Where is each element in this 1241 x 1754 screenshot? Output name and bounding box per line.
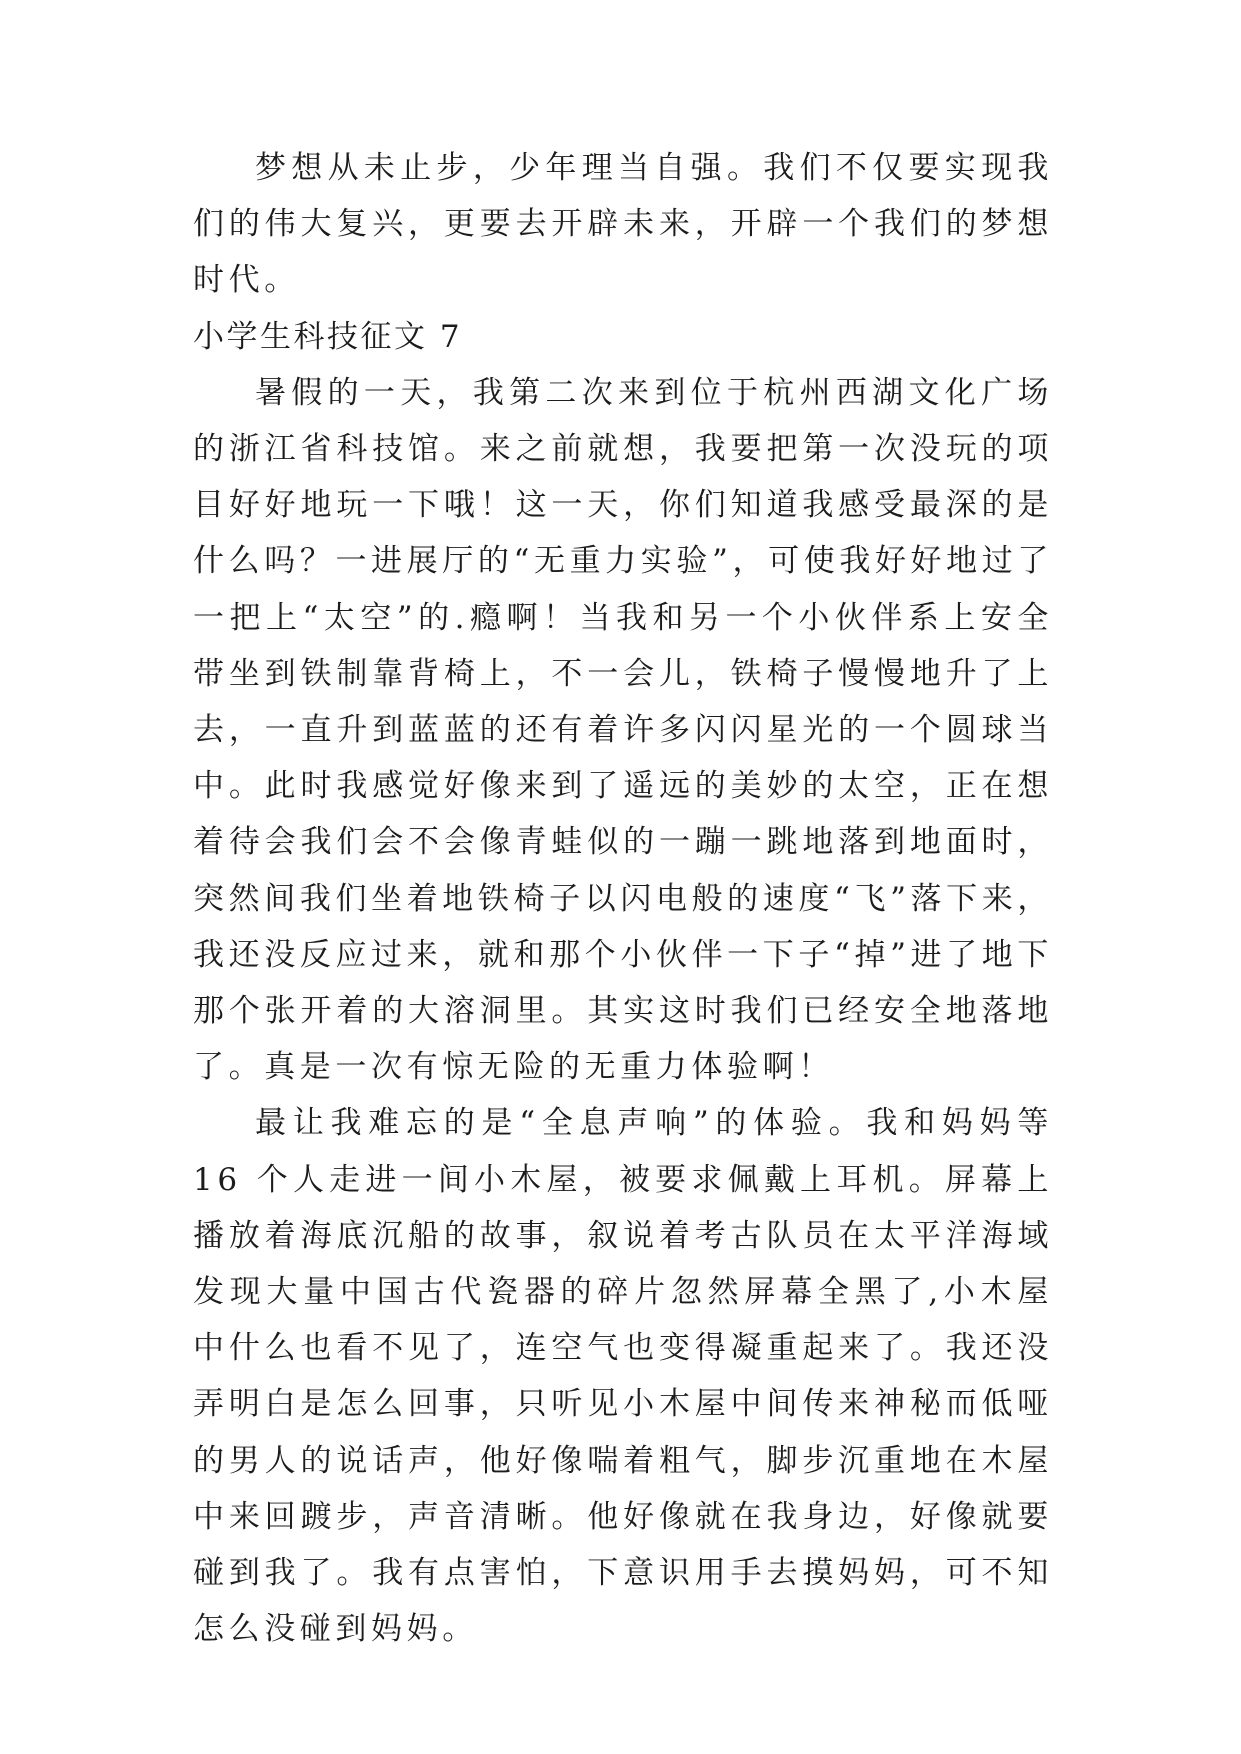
- document-page: [193, 140, 1053, 1657]
- paragraph-holographic-sound: 最让我难忘的是“全息声响”的体验。我和妈妈等 16 个人走进一间小木屋，被要求佩戴上耳机。屏幕上播放着海底沉船的故事，叙说着考古队员在太平洋海域发现大量中国古代瓷器的碎片忽然屏幕全黑了,小木屋中什么也看不见了，连空气也变得凝重起来了。我还没弄明白是怎么回事，只听见小木屋中间传来神秘而低哑的男人的说话声，他好像喘着粗气，脚步沉重地在木屋中来回踱步，声音清晰。他好像就在我身边，好像就要碰到我了。我有点害怕，下意识用手去摸妈妈，可不知怎么没碰到妈妈。: [193, 1105, 1053, 1648]
- paragraph-dream: 梦想从未止步，少年理当自强。我们不仅要实现我们的伟大复兴，更要去开辟未来，开辟一个我们的梦想时代。: [193, 150, 1053, 299]
- paragraph-zero-gravity: 暑假的一天，我第二次来到位于杭州西湖文化广场的浙江省科技馆。来之前就想，我要把第一次没玩的项目好好地玩一下哦！这一天，你们知道我感受最深的是什么吗？一进展厅的“无重力实验”，可使我好好地过了一把上“太空”的.瘾啊！当我和另一个小伙伴系上安全带坐到铁制靠背椅上，不一会儿，铁椅子慢慢地升了上去，一直升到蓝蓝的还有着许多闪闪星光的一个圆球当中。此时我感觉好像来到了遥远的美妙的太空，正在想着待会我们会不会像青蛙似的一蹦一跳地落到地面时，突然间我们坐着地铁椅子以闪电般的速度“飞”落下来，我还没反应过来，就和那个小伙伴一下子“掉”进了地下那个张开着的大溶洞里。其实这时我们已经安全地落地了。真是一次有惊无险的无重力体验啊！: [193, 374, 1053, 1086]
- section-heading: 小学生科技征文 7: [193, 318, 463, 355]
